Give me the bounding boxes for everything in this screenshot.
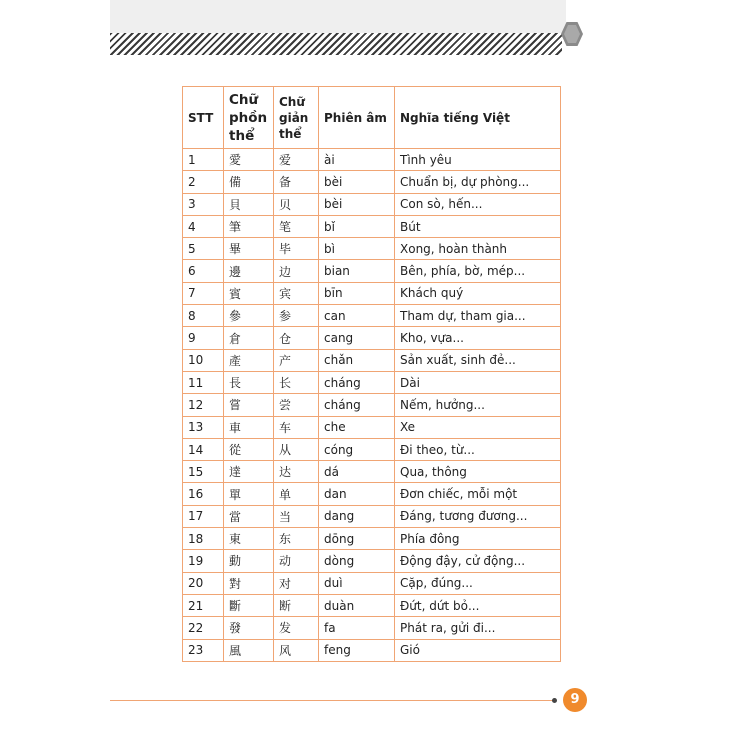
cell-pinyin: cóng <box>319 438 395 460</box>
cell-simplified: 尝 <box>274 394 319 416</box>
table-row <box>183 528 561 550</box>
cell-pinyin: dá <box>319 461 395 483</box>
header-meaning: Nghĩa tiếng Việt <box>395 87 561 149</box>
cell-meaning: Gió <box>395 639 561 661</box>
cell-pinyin: chǎn <box>319 349 395 371</box>
cell-traditional: 斷 <box>224 594 274 616</box>
cell-traditional: 筆 <box>224 215 274 237</box>
cell-traditional: 風 <box>224 639 274 661</box>
cell-simplified: 发 <box>274 617 319 639</box>
table-row <box>183 438 561 460</box>
cell-traditional: 備 <box>224 171 274 193</box>
cell-simplified: 备 <box>274 171 319 193</box>
cell-meaning: Con sò, hến... <box>395 193 561 215</box>
cell-pinyin: duì <box>319 572 395 594</box>
cell-meaning: Đơn chiếc, mỗi một <box>395 483 561 505</box>
cell-meaning: Cặp, đúng... <box>395 572 561 594</box>
cell-traditional: 達 <box>224 461 274 483</box>
cell-traditional: 參 <box>224 305 274 327</box>
cell-simplified: 车 <box>274 416 319 438</box>
cell-simplified: 达 <box>274 461 319 483</box>
cell-meaning: Kho, vựa... <box>395 327 561 349</box>
table-header-row <box>183 87 561 149</box>
cell-pinyin: bì <box>319 238 395 260</box>
table-row <box>183 260 561 282</box>
cell-traditional: 愛 <box>224 149 274 171</box>
cell-traditional: 畢 <box>224 238 274 260</box>
cell-pinyin: bèi <box>319 171 395 193</box>
table-row <box>183 149 561 171</box>
cell-stt: 19 <box>183 550 224 572</box>
cell-stt: 1 <box>183 149 224 171</box>
cell-simplified: 断 <box>274 594 319 616</box>
cell-meaning: Dài <box>395 371 561 393</box>
cell-stt: 2 <box>183 171 224 193</box>
table-row <box>183 193 561 215</box>
cell-meaning: Khách quý <box>395 282 561 304</box>
cell-simplified: 宾 <box>274 282 319 304</box>
cell-stt: 12 <box>183 394 224 416</box>
vocabulary-table <box>182 86 561 662</box>
cell-stt: 8 <box>183 305 224 327</box>
table-row <box>183 394 561 416</box>
table-row <box>183 171 561 193</box>
table-body <box>183 149 561 662</box>
cell-simplified: 东 <box>274 528 319 550</box>
table-row <box>183 617 561 639</box>
cell-stt: 7 <box>183 282 224 304</box>
cell-simplified: 参 <box>274 305 319 327</box>
cell-meaning: Sản xuất, sinh đẻ... <box>395 349 561 371</box>
cell-pinyin: bǐ <box>319 215 395 237</box>
table-row <box>183 572 561 594</box>
table-row <box>183 282 561 304</box>
cell-pinyin: duàn <box>319 594 395 616</box>
cell-stt: 11 <box>183 371 224 393</box>
table-row <box>183 349 561 371</box>
header-stt: STT <box>183 87 224 149</box>
cell-pinyin: cháng <box>319 394 395 416</box>
table-row <box>183 416 561 438</box>
page-number-badge: 9 <box>563 688 587 712</box>
cell-traditional: 單 <box>224 483 274 505</box>
cell-simplified: 风 <box>274 639 319 661</box>
cell-traditional: 邊 <box>224 260 274 282</box>
cell-traditional: 賓 <box>224 282 274 304</box>
table-row <box>183 461 561 483</box>
cell-stt: 22 <box>183 617 224 639</box>
cell-traditional: 嘗 <box>224 394 274 416</box>
table-row <box>183 371 561 393</box>
table-row <box>183 215 561 237</box>
header-band <box>110 0 566 33</box>
cell-meaning: Bút <box>395 215 561 237</box>
cell-pinyin: dan <box>319 483 395 505</box>
cell-traditional: 貝 <box>224 193 274 215</box>
cell-pinyin: dang <box>319 505 395 527</box>
cell-meaning: Qua, thông <box>395 461 561 483</box>
cell-meaning: Động đậy, cử động... <box>395 550 561 572</box>
cell-stt: 15 <box>183 461 224 483</box>
cell-simplified: 动 <box>274 550 319 572</box>
cell-stt: 5 <box>183 238 224 260</box>
table-row <box>183 639 561 661</box>
cell-stt: 9 <box>183 327 224 349</box>
cell-simplified: 贝 <box>274 193 319 215</box>
cell-stt: 10 <box>183 349 224 371</box>
cell-traditional: 倉 <box>224 327 274 349</box>
cell-simplified: 从 <box>274 438 319 460</box>
cell-pinyin: fa <box>319 617 395 639</box>
cell-stt: 21 <box>183 594 224 616</box>
table-row <box>183 238 561 260</box>
cell-pinyin: cháng <box>319 371 395 393</box>
cell-simplified: 仓 <box>274 327 319 349</box>
cell-meaning: Xong, hoàn thành <box>395 238 561 260</box>
cell-simplified: 边 <box>274 260 319 282</box>
cell-pinyin: bèi <box>319 193 395 215</box>
cell-meaning: Tham dự, tham gia... <box>395 305 561 327</box>
cell-pinyin: dōng <box>319 528 395 550</box>
cell-stt: 23 <box>183 639 224 661</box>
cell-meaning: Nếm, hưởng... <box>395 394 561 416</box>
cell-meaning: Chuẩn bị, dự phòng... <box>395 171 561 193</box>
cell-simplified: 对 <box>274 572 319 594</box>
cell-stt: 17 <box>183 505 224 527</box>
cell-traditional: 從 <box>224 438 274 460</box>
header-traditional: Chữ phồn thể <box>224 87 274 149</box>
cell-stt: 20 <box>183 572 224 594</box>
cell-stt: 14 <box>183 438 224 460</box>
cell-pinyin: can <box>319 305 395 327</box>
cell-pinyin: ài <box>319 149 395 171</box>
cell-meaning: Phát ra, gửi đi... <box>395 617 561 639</box>
cell-pinyin: cang <box>319 327 395 349</box>
cell-pinyin: dòng <box>319 550 395 572</box>
cell-traditional: 長 <box>224 371 274 393</box>
cell-simplified: 长 <box>274 371 319 393</box>
cell-pinyin: bian <box>319 260 395 282</box>
table-row <box>183 305 561 327</box>
cell-meaning: Đáng, tương đương... <box>395 505 561 527</box>
cell-stt: 4 <box>183 215 224 237</box>
cell-traditional: 東 <box>224 528 274 550</box>
cell-stt: 13 <box>183 416 224 438</box>
cell-meaning: Tình yêu <box>395 149 561 171</box>
cell-simplified: 笔 <box>274 215 319 237</box>
cell-traditional: 對 <box>224 572 274 594</box>
table-row <box>183 483 561 505</box>
cell-stt: 3 <box>183 193 224 215</box>
cell-simplified: 爱 <box>274 149 319 171</box>
table-row <box>183 505 561 527</box>
cell-meaning: Bên, phía, bờ, mép... <box>395 260 561 282</box>
footer-line <box>110 700 554 701</box>
cell-traditional: 車 <box>224 416 274 438</box>
cell-simplified: 产 <box>274 349 319 371</box>
cell-meaning: Đi theo, từ... <box>395 438 561 460</box>
table-row <box>183 550 561 572</box>
header-pinyin: Phiên âm <box>319 87 395 149</box>
cell-simplified: 当 <box>274 505 319 527</box>
cell-meaning: Phía đông <box>395 528 561 550</box>
cell-traditional: 發 <box>224 617 274 639</box>
table-row <box>183 594 561 616</box>
cell-meaning: Đứt, dứt bỏ... <box>395 594 561 616</box>
cell-traditional: 產 <box>224 349 274 371</box>
cell-pinyin: che <box>319 416 395 438</box>
cell-simplified: 毕 <box>274 238 319 260</box>
header-simplified: Chữ giản thể <box>274 87 319 149</box>
footer-dot-icon <box>552 698 557 703</box>
cell-simplified: 单 <box>274 483 319 505</box>
table-row <box>183 327 561 349</box>
cell-stt: 18 <box>183 528 224 550</box>
cell-meaning: Xe <box>395 416 561 438</box>
cell-pinyin: feng <box>319 639 395 661</box>
cell-pinyin: bīn <box>319 282 395 304</box>
cell-traditional: 當 <box>224 505 274 527</box>
header-hatch-stripe <box>110 33 562 55</box>
cell-stt: 16 <box>183 483 224 505</box>
cell-traditional: 動 <box>224 550 274 572</box>
cell-stt: 6 <box>183 260 224 282</box>
